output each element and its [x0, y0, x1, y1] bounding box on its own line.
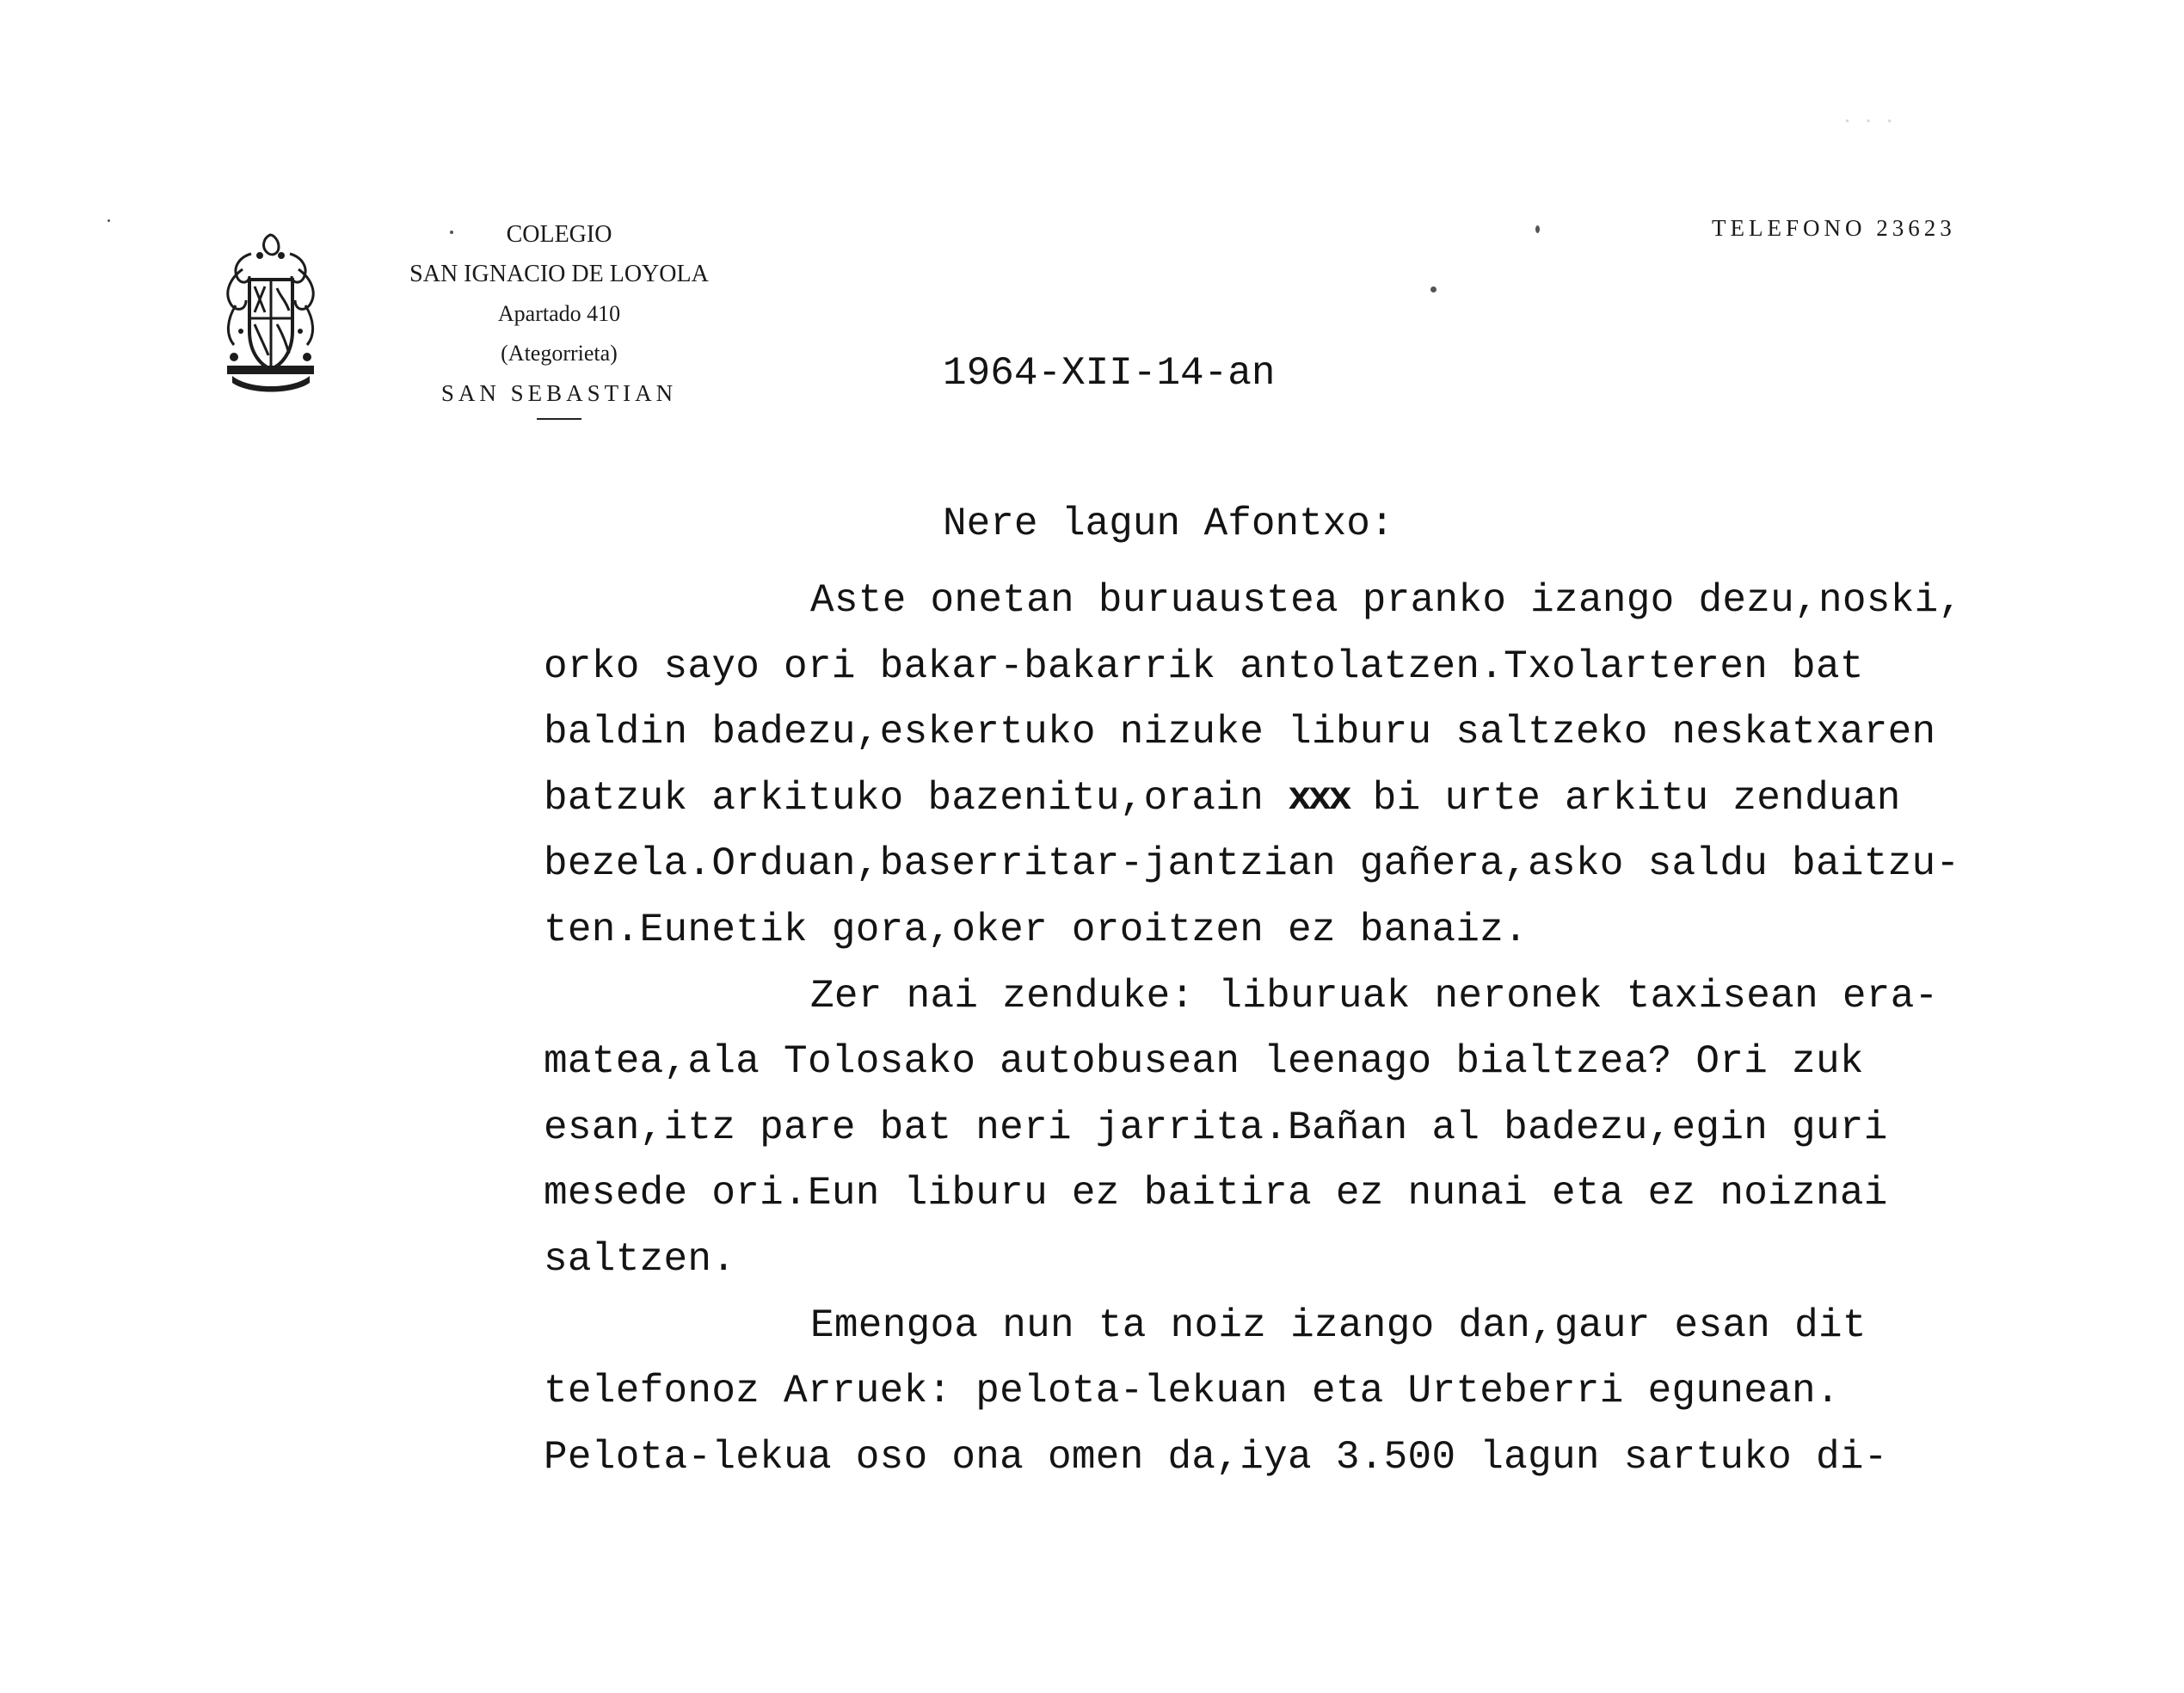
body-line: Emengoa nun ta noiz izango dan,gaur esan dit [810, 1302, 1867, 1348]
letterhead-rule [537, 418, 581, 420]
body-line: orko sayo ori bakar-bakarrik antolatzen.Txolarteren bat [544, 643, 1864, 689]
letterhead-college: COLEGIO [506, 221, 612, 248]
body-line-part: bi urte arkitu zenduan [1348, 775, 1901, 821]
letterhead [353, 215, 766, 420]
letterhead-phone: TELEFONO 23623 [1712, 215, 1956, 241]
letter-body [544, 568, 2109, 1490]
body-line: saltzen. [544, 1236, 736, 1282]
body-line: mesede ori.Eun liburu ez baitira ez nunai eta ez noiznai [544, 1171, 1888, 1216]
paper-speck [1535, 225, 1540, 233]
body-line: bezela.Orduan,baserritar-jantzian gañera,asko saldu baitzu- [544, 841, 1960, 887]
paper-speck [450, 231, 453, 234]
letter-salutation: Nere lagun Afontxo: [943, 502, 1394, 546]
body-line: Pelota-lekua oso ona omen da,iya 3.500 lagun sartuko di- [544, 1434, 1888, 1480]
body-line: Aste onetan buruaustea pranko izango dezu,noski, [810, 578, 1963, 623]
body-line: baldin badezu,eskertuko nizuke liburu saltzeko neskatxaren [544, 710, 1936, 755]
body-line: matea,ala Tolosako autobusean leenago bialtzea? Ori zuk [544, 1039, 1864, 1085]
body-line-part: bazenitu,orain [927, 775, 1264, 821]
struck-out-text: xxx [1288, 775, 1349, 821]
paper-speck [1430, 286, 1437, 292]
body-line: ten.Eunetik gora,oker oroitzen ez banaiz. [544, 907, 1529, 952]
letter-date: 1964-XII-14-an [943, 351, 1276, 396]
faint-mark: ˙ ˙ ˙ [1841, 116, 1897, 146]
letterhead-school-name: SAN IGNACIO DE LOYOLA [409, 261, 709, 287]
letterhead-city: SAN SEBASTIAN [440, 380, 678, 406]
letterhead-district: (Ategorrieta) [501, 341, 618, 366]
body-line: esan,itz pare bat neri jarrita.Bañan al badezu,egin guri [544, 1105, 1888, 1150]
body-line-part: batzuk arkituko [544, 775, 928, 821]
body-line: Zer nai zenduke: liburuak neronek taxisean era- [810, 973, 1939, 1019]
paper-speck [108, 219, 110, 222]
body-line: telefonoz Arruek: pelota-lekuan eta Urteberri egunean. [544, 1369, 1840, 1414]
letterhead-apartado: Apartado 410 [497, 301, 621, 326]
coat-of-arms-icon [217, 228, 324, 400]
body-line-with-strike [544, 766, 2109, 832]
